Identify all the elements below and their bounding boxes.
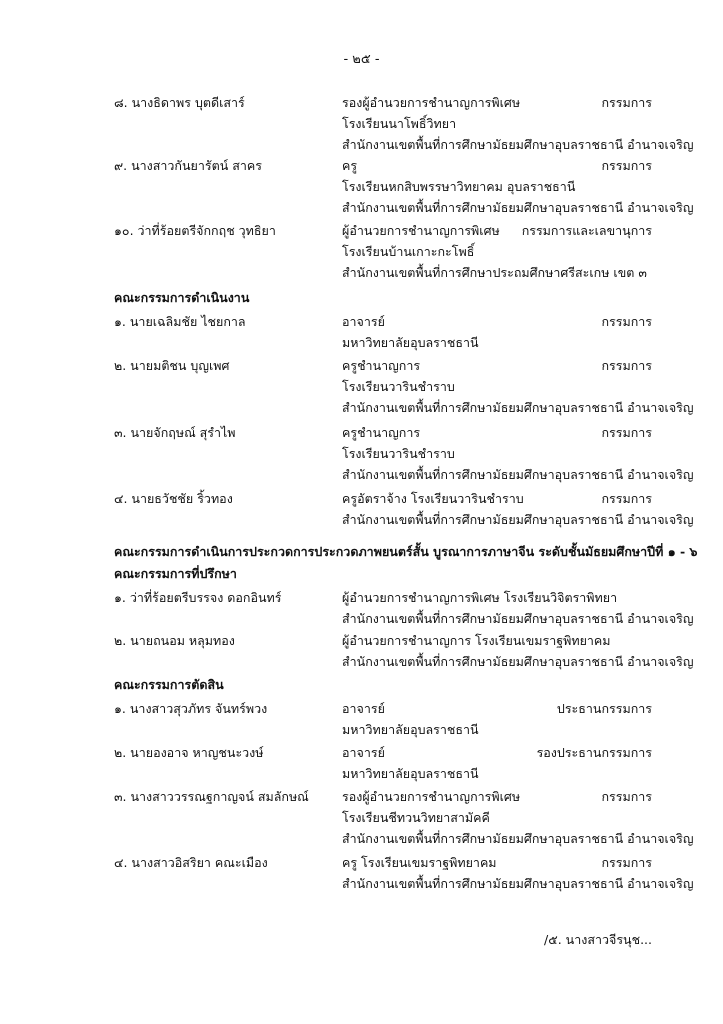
judge-3-org1: โรงเรียนชีทวนวิทยาสามัคคี bbox=[342, 810, 490, 825]
ops-member-3-org2: สำนักงานเขตพื้นที่การศึกษามัธยมศึกษาอุบลราชธานี อำนาจเจริญ bbox=[342, 467, 694, 482]
ops-member-2-org2: สำนักงานเขตพื้นที่การศึกษามัธยมศึกษาอุบลราชธานี อำนาจเจริญ bbox=[342, 400, 694, 415]
judge-1-role: ประธานกรรมการ bbox=[556, 701, 652, 716]
judge-1-org1: มหาวิทยาลัยอุบลราชธานี bbox=[342, 722, 479, 737]
advisor-2-org1: สำนักงานเขตพื้นที่การศึกษามัธยมศึกษาอุบลราชธานี อำนาจเจริญ bbox=[342, 654, 694, 669]
member-a-2-role: กรรมการ bbox=[601, 158, 652, 173]
advisor-2-position: ผู้อำนวยการชำนาญการ โรงเรียนเขมราฐพิทยาคม bbox=[342, 633, 611, 648]
judge-4-org1: สำนักงานเขตพื้นที่การศึกษามัธยมศึกษาอุบลราชธานี อำนาจเจริญ bbox=[342, 876, 694, 891]
member-a-1-position: รองผู้อำนวยการชำนาญการพิเศษ bbox=[342, 95, 521, 110]
member-a-3-name: ๑๐. ว่าที่ร้อยตรีจักกฤช วุทธิยา bbox=[114, 223, 276, 238]
ops-member-1-role: กรรมการ bbox=[601, 314, 652, 329]
member-a-3-org2: สำนักงานเขตพื้นที่การศึกษาประถมศึกษาศรีสะเกษ เขต ๓ bbox=[342, 265, 647, 280]
judge-2-position: อาจารย์ bbox=[342, 745, 385, 760]
ops-member-3-name: ๓. นายจักฤษณ์ สุรำไพ bbox=[114, 425, 236, 440]
ops-member-2-position: ครูชำนาญการ bbox=[342, 358, 421, 373]
ops-member-3-role: กรรมการ bbox=[601, 425, 652, 440]
ops-member-3-position: ครูชำนาญการ bbox=[342, 425, 421, 440]
judge-1-name: ๑. นางสาวสุวภัทร จันทร์พวง bbox=[114, 701, 268, 716]
judge-1-position: อาจารย์ bbox=[342, 701, 385, 716]
page-number: - ๒๕ - bbox=[343, 52, 380, 67]
member-a-3-org1: โรงเรียนบ้านเกาะกะโพธิ์ bbox=[342, 244, 475, 259]
member-a-2-position: ครู bbox=[342, 158, 358, 173]
judge-2-name: ๒. นายองอาจ หาญชนะวงษ์ bbox=[114, 745, 264, 760]
member-a-1-org1: โรงเรียนนาโพธิ์วิทยา bbox=[342, 116, 457, 131]
member-a-1-org2: สำนักงานเขตพื้นที่การศึกษามัธยมศึกษาอุบลราชธานี อำนาจเจริญ bbox=[342, 137, 694, 152]
ops-member-2-role: กรรมการ bbox=[601, 358, 652, 373]
judge-4-role: กรรมการ bbox=[601, 855, 652, 870]
ops-member-3-org1: โรงเรียนวารินชำราบ bbox=[342, 446, 455, 461]
operations-committee-heading: คณะกรรมการดำเนินงาน bbox=[114, 290, 250, 305]
contest-committee-heading: คณะกรรมการดำเนินการประกวดการประกวดภาพยนตร์สั้น บูรณาการภาษาจีน ระดับชั้นมัธยมศึกษาปีที่ ๑ - ๖ bbox=[114, 544, 698, 559]
advisor-1-position: ผู้อำนวยการชำนาญการพิเศษ โรงเรียนวิจิตราพิทยา bbox=[342, 590, 618, 605]
ops-member-4-role: กรรมการ bbox=[601, 491, 652, 506]
ops-member-4-name: ๔. นายธวัชชัย ริ้วทอง bbox=[114, 491, 233, 506]
advisor-1-org1: สำนักงานเขตพื้นที่การศึกษามัธยมศึกษาอุบลราชธานี อำนาจเจริญ bbox=[342, 611, 694, 626]
judge-3-role: กรรมการ bbox=[601, 789, 652, 804]
judge-2-role: รองประธานกรรมการ bbox=[536, 745, 652, 760]
judge-3-org2: สำนักงานเขตพื้นที่การศึกษามัธยมศึกษาอุบลราชธานี อำนาจเจริญ bbox=[342, 831, 694, 846]
member-a-1-role: กรรมการ bbox=[601, 95, 652, 110]
member-a-3-role: กรรมการและเลขานุการ bbox=[521, 223, 652, 238]
ops-member-1-position: อาจารย์ bbox=[342, 314, 385, 329]
ops-member-2-name: ๒. นายมติชน บุญเพศ bbox=[114, 358, 230, 373]
advisor-1-name: ๑. ว่าที่ร้อยตรีบรรจง ดอกอินทร์ bbox=[114, 590, 282, 605]
member-a-2-org2: สำนักงานเขตพื้นที่การศึกษามัธยมศึกษาอุบลราชธานี อำนาจเจริญ bbox=[342, 200, 694, 215]
advisory-committee-heading: คณะกรรมการที่ปรึกษา bbox=[114, 566, 237, 581]
ops-member-1-org1: มหาวิทยาลัยอุบลราชธานี bbox=[342, 335, 479, 350]
member-a-2-org1: โรงเรียนหกสิบพรรษาวิทยาคม อุบลราชธานี bbox=[342, 179, 576, 194]
ops-member-2-org1: โรงเรียนวารินชำราบ bbox=[342, 379, 455, 394]
judge-2-org1: มหาวิทยาลัยอุบลราชธานี bbox=[342, 766, 479, 781]
judge-4-name: ๔. นางสาวอิสริยา คณะเมือง bbox=[114, 855, 268, 870]
judge-3-name: ๓. นางสาววรรณฐกาญจน์ สมลักษณ์ bbox=[114, 789, 309, 804]
member-a-3-position: ผู้อำนวยการชำนาญการพิเศษ bbox=[342, 223, 500, 238]
ops-member-4-position: ครูอัตราจ้าง โรงเรียนวารินชำราบ bbox=[342, 491, 524, 506]
ops-member-1-name: ๑. นายเฉลิมชัย ไชยกาล bbox=[114, 314, 246, 329]
advisor-2-name: ๒. นายถนอม หลุมทอง bbox=[114, 633, 235, 648]
judge-4-position: ครู โรงเรียนเขมราฐพิทยาคม bbox=[342, 855, 497, 870]
judging-committee-heading: คณะกรรมการตัดสิน bbox=[114, 677, 224, 692]
continuation-reference: /๕. นางสาวจีรนุช... bbox=[544, 932, 652, 947]
judge-3-position: รองผู้อำนวยการชำนาญการพิเศษ bbox=[342, 789, 521, 804]
member-a-1-name: ๘. นางธิดาพร บุตดีเสาร์ bbox=[114, 95, 245, 110]
ops-member-4-org1: สำนักงานเขตพื้นที่การศึกษามัธยมศึกษาอุบลราชธานี อำนาจเจริญ bbox=[342, 512, 694, 527]
member-a-2-name: ๙. นางสาวกันยารัตน์ สาคร bbox=[114, 158, 262, 173]
